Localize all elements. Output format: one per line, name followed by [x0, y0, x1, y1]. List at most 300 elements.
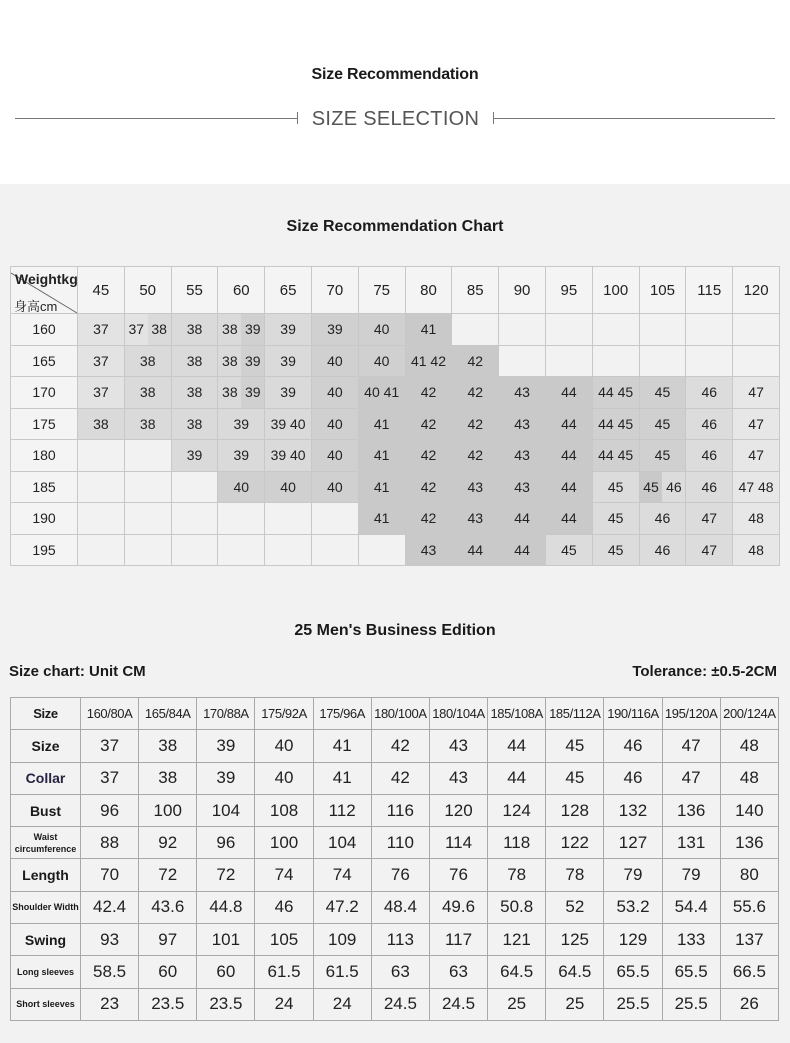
size-cell: 42: [452, 440, 499, 472]
size-cell: 40: [311, 408, 358, 440]
spec-value: 41: [313, 730, 371, 762]
weight-header: 75: [358, 267, 405, 314]
empty-cell: [124, 503, 171, 535]
empty-cell: [686, 345, 733, 377]
size-cell: 44 45: [592, 440, 639, 472]
empty-cell: [311, 534, 358, 566]
empty-cell: [171, 471, 218, 503]
spec-value: 46: [255, 891, 313, 923]
height-row: [11, 377, 780, 409]
size-recommendation-table: [10, 266, 780, 566]
size-cell: 47: [686, 534, 733, 566]
height-label: 160: [11, 314, 78, 346]
spec-value: 60: [197, 956, 255, 988]
size-cell: 40: [358, 314, 405, 346]
spec-column-header: 185/108A: [488, 698, 546, 730]
spec-value: 49.6: [429, 891, 487, 923]
spec-value: 38: [139, 730, 197, 762]
height-row: [11, 314, 780, 346]
empty-cell: [733, 314, 780, 346]
size-cell: 43: [452, 503, 499, 535]
spec-value: 23.5: [139, 988, 197, 1020]
spec-value: 53.2: [604, 891, 662, 923]
spec-value: 72: [139, 859, 197, 891]
weight-header: 95: [545, 267, 592, 314]
spec-row-label: Swing: [11, 924, 81, 956]
height-axis-label: 身高cm: [14, 299, 58, 314]
empty-cell: [311, 503, 358, 535]
size-cell: 43: [452, 471, 499, 503]
size-spec-table: [10, 697, 779, 1021]
spec-column-header: 165/84A: [139, 698, 197, 730]
spec-value: 133: [662, 924, 720, 956]
spec-header-row: [11, 698, 779, 730]
size-cell: 44: [545, 440, 592, 472]
spec-value: 129: [604, 924, 662, 956]
height-label: 180: [11, 440, 78, 472]
size-cell: 44: [545, 503, 592, 535]
spec-value: 124: [488, 794, 546, 826]
size-cell: 43: [405, 534, 452, 566]
spec-column-header: 160/80A: [81, 698, 139, 730]
size-cell: 44: [499, 534, 546, 566]
weight-axis-label: Weightkg: [15, 271, 78, 287]
header-section: [0, 0, 790, 184]
size-cell: 42: [452, 408, 499, 440]
section-label: SIZE SELECTION: [311, 108, 480, 130]
empty-cell: [499, 314, 546, 346]
spec-value: 112: [313, 794, 371, 826]
weight-header: 60: [218, 267, 265, 314]
size-cell: 46: [686, 377, 733, 409]
spec-value: 41: [313, 762, 371, 794]
weight-header: 50: [124, 267, 171, 314]
spec-row: [11, 891, 779, 923]
weight-header-row: [11, 267, 780, 314]
spec-value: 23.5: [197, 988, 255, 1020]
size-cell: 38: [171, 377, 218, 409]
spec-value: 38: [139, 762, 197, 794]
size-cell: 42: [405, 471, 452, 503]
spec-value: 25: [546, 988, 604, 1020]
size-cell: 42: [405, 503, 452, 535]
size-cell: 45: [639, 377, 686, 409]
empty-cell: [78, 440, 125, 472]
size-cell: 42: [405, 440, 452, 472]
empty-cell: [78, 503, 125, 535]
spec-row: [11, 956, 779, 988]
spec-value: 42.4: [81, 891, 139, 923]
size-cell: 44 45: [592, 377, 639, 409]
empty-cell: [545, 345, 592, 377]
size-cell: 39: [311, 314, 358, 346]
size-cell: 39: [265, 314, 312, 346]
spec-value: 131: [662, 827, 720, 859]
spec-value: 104: [313, 827, 371, 859]
size-cell: 38: [124, 345, 171, 377]
spec-value: 26: [720, 988, 778, 1020]
divider-line-right: [493, 118, 775, 119]
size-cell: 37: [78, 377, 125, 409]
size-cell: 39: [218, 408, 265, 440]
size-cell: 40: [311, 377, 358, 409]
size-cell: 41 42: [405, 345, 452, 377]
spec-value: 25.5: [604, 988, 662, 1020]
size-cell: 39: [171, 440, 218, 472]
recommendation-chart-title: Size Recommendation Chart: [286, 218, 504, 235]
size-cell: 46: [686, 440, 733, 472]
size-cell: 39 40: [265, 408, 312, 440]
spec-value: 65.5: [604, 956, 662, 988]
spec-value: 24: [255, 988, 313, 1020]
height-row: [11, 503, 780, 535]
spec-row: [11, 794, 779, 826]
spec-value: 80: [720, 859, 778, 891]
spec-value: 140: [720, 794, 778, 826]
section-divider: [0, 108, 790, 132]
empty-cell: [124, 471, 171, 503]
spec-row-label: Shoulder Width: [11, 891, 81, 923]
size-cell: 38: [124, 377, 171, 409]
empty-cell: [265, 503, 312, 535]
size-cell: 41: [358, 440, 405, 472]
empty-cell: [686, 314, 733, 346]
spec-value: 96: [197, 827, 255, 859]
spec-value: 122: [546, 827, 604, 859]
spec-value: 24: [313, 988, 371, 1020]
size-cell: 38 39: [218, 377, 265, 409]
weight-header: 100: [592, 267, 639, 314]
spec-value: 109: [313, 924, 371, 956]
spec-value: 25.5: [662, 988, 720, 1020]
spec-value: 63: [429, 956, 487, 988]
size-cell: 47 48: [733, 471, 780, 503]
size-cell: 46: [686, 408, 733, 440]
spec-value: 79: [662, 859, 720, 891]
empty-cell: [733, 345, 780, 377]
size-cell: 40: [311, 471, 358, 503]
corner-header-cell: [11, 267, 78, 314]
spec-value: 55.6: [720, 891, 778, 923]
spec-row-label: Collar: [11, 762, 81, 794]
spec-value: 96: [81, 794, 139, 826]
spec-value: 128: [546, 794, 604, 826]
spec-value: 100: [139, 794, 197, 826]
spec-value: 92: [139, 827, 197, 859]
spec-value: 47.2: [313, 891, 371, 923]
spec-value: 52: [546, 891, 604, 923]
spec-value: 24.5: [429, 988, 487, 1020]
size-cell: 44: [499, 503, 546, 535]
unit-label: Size chart: Unit CM: [9, 663, 146, 680]
weight-header: 120: [733, 267, 780, 314]
spec-value: 45: [546, 730, 604, 762]
spec-value: 61.5: [255, 956, 313, 988]
spec-value: 79: [604, 859, 662, 891]
spec-row-label: Waist circumference: [11, 827, 81, 859]
size-cell: 39: [265, 345, 312, 377]
spec-value: 76: [429, 859, 487, 891]
spec-value: 88: [81, 827, 139, 859]
spec-value: 105: [255, 924, 313, 956]
empty-cell: [218, 534, 265, 566]
size-cell: 45: [639, 408, 686, 440]
spec-value: 65.5: [662, 956, 720, 988]
spec-value: 39: [197, 762, 255, 794]
spec-value: 78: [488, 859, 546, 891]
size-cell: 44: [545, 471, 592, 503]
size-cell: 40: [311, 440, 358, 472]
spec-value: 101: [197, 924, 255, 956]
empty-cell: [171, 503, 218, 535]
height-label: 165: [11, 345, 78, 377]
spec-header-label: Size: [11, 698, 81, 730]
spec-value: 45: [546, 762, 604, 794]
size-cell: 43: [499, 440, 546, 472]
spec-row-label: Short sleeves: [11, 988, 81, 1020]
spec-value: 48: [720, 730, 778, 762]
spec-value: 61.5: [313, 956, 371, 988]
spec-value: 58.5: [81, 956, 139, 988]
spec-value: 44: [488, 762, 546, 794]
tolerance-label: Tolerance: ±0.5-2CM: [632, 663, 777, 680]
size-cell: 40: [358, 345, 405, 377]
size-cell: 39: [265, 377, 312, 409]
size-cell: 40 41: [358, 377, 405, 409]
spec-value: 60: [139, 956, 197, 988]
spec-column-header: 190/116A: [604, 698, 662, 730]
size-cell: 43: [499, 471, 546, 503]
size-cell: 44 45: [592, 408, 639, 440]
height-row: [11, 471, 780, 503]
content-section: [0, 184, 790, 1043]
size-cell: 42: [452, 345, 499, 377]
size-cell: 37: [78, 314, 125, 346]
weight-header: 115: [686, 267, 733, 314]
size-cell: 46: [639, 534, 686, 566]
spec-value: 48.4: [371, 891, 429, 923]
spec-value: 50.8: [488, 891, 546, 923]
spec-value: 63: [371, 956, 429, 988]
size-cell: 45: [592, 534, 639, 566]
spec-value: 24.5: [371, 988, 429, 1020]
size-cell: 42: [405, 408, 452, 440]
size-cell: 38: [124, 408, 171, 440]
spec-value: 93: [81, 924, 139, 956]
spec-value: 121: [488, 924, 546, 956]
empty-cell: [124, 440, 171, 472]
spec-value: 76: [371, 859, 429, 891]
spec-row: [11, 762, 779, 794]
spec-value: 46: [604, 730, 662, 762]
size-cell: 45: [639, 440, 686, 472]
spec-column-header: 200/124A: [720, 698, 778, 730]
size-cell: 38: [171, 314, 218, 346]
spec-value: 104: [197, 794, 255, 826]
spec-body: [11, 730, 779, 1021]
size-cell: 43: [499, 377, 546, 409]
spec-value: 116: [371, 794, 429, 826]
spec-value: 64.5: [488, 956, 546, 988]
size-cell: 46: [686, 471, 733, 503]
spec-value: 120: [429, 794, 487, 826]
empty-cell: [78, 471, 125, 503]
spec-value: 54.4: [662, 891, 720, 923]
spec-value: 78: [546, 859, 604, 891]
spec-value: 74: [255, 859, 313, 891]
empty-cell: [639, 345, 686, 377]
spec-value: 132: [604, 794, 662, 826]
spec-value: 44: [488, 730, 546, 762]
spec-value: 114: [429, 827, 487, 859]
size-chart-title: 25 Men's Business Edition: [294, 622, 496, 639]
size-cell: 48: [733, 534, 780, 566]
size-cell: 38: [171, 345, 218, 377]
spec-column-header: 180/104A: [429, 698, 487, 730]
weight-header: 45: [78, 267, 125, 314]
height-row: [11, 345, 780, 377]
empty-cell: [452, 314, 499, 346]
size-cell: 41: [358, 503, 405, 535]
spec-row-label: Size: [11, 730, 81, 762]
empty-cell: [639, 314, 686, 346]
size-cell: 45: [592, 471, 639, 503]
size-cell: 44: [452, 534, 499, 566]
spec-value: 43.6: [139, 891, 197, 923]
height-label: 190: [11, 503, 78, 535]
height-label: 170: [11, 377, 78, 409]
spec-value: 46: [604, 762, 662, 794]
size-cell: 38: [171, 408, 218, 440]
size-cell: 48: [733, 503, 780, 535]
spec-row-label: Bust: [11, 794, 81, 826]
spec-value: 43: [429, 730, 487, 762]
size-cell: 45: [592, 503, 639, 535]
empty-cell: [265, 534, 312, 566]
weight-header: 90: [499, 267, 546, 314]
spec-value: 39: [197, 730, 255, 762]
empty-cell: [499, 345, 546, 377]
spec-value: 37: [81, 762, 139, 794]
spec-row-label: Long sleeves: [11, 956, 81, 988]
spec-value: 118: [488, 827, 546, 859]
size-cell: 45 46: [639, 471, 686, 503]
spec-value: 100: [255, 827, 313, 859]
spec-column-header: 175/96A: [313, 698, 371, 730]
size-cell: 41: [405, 314, 452, 346]
weight-header: 85: [452, 267, 499, 314]
spec-row: [11, 730, 779, 762]
spec-value: 47: [662, 762, 720, 794]
empty-cell: [592, 345, 639, 377]
height-row: [11, 534, 780, 566]
size-cell: 47: [686, 503, 733, 535]
spec-value: 44.8: [197, 891, 255, 923]
spec-value: 74: [313, 859, 371, 891]
page-title: Size Recommendation: [311, 66, 479, 83]
size-cell: 40: [218, 471, 265, 503]
spec-column-header: 195/120A: [662, 698, 720, 730]
height-label: 175: [11, 408, 78, 440]
spec-row: [11, 859, 779, 891]
spec-value: 47: [662, 730, 720, 762]
height-label: 185: [11, 471, 78, 503]
weight-header: 70: [311, 267, 358, 314]
empty-cell: [218, 503, 265, 535]
empty-cell: [545, 314, 592, 346]
height-row: [11, 408, 780, 440]
spec-value: 42: [371, 730, 429, 762]
size-cell: 38 39: [218, 345, 265, 377]
spec-row-label: Length: [11, 859, 81, 891]
size-cell: 37 38: [124, 314, 171, 346]
spec-value: 127: [604, 827, 662, 859]
spec-value: 110: [371, 827, 429, 859]
spec-column-header: 180/100A: [371, 698, 429, 730]
spec-column-header: 170/88A: [197, 698, 255, 730]
recommendation-body: [11, 314, 780, 566]
size-cell: 39: [218, 440, 265, 472]
empty-cell: [78, 534, 125, 566]
spec-value: 70: [81, 859, 139, 891]
size-cell: 42: [452, 377, 499, 409]
spec-value: 66.5: [720, 956, 778, 988]
spec-value: 113: [371, 924, 429, 956]
size-cell: 39 40: [265, 440, 312, 472]
spec-value: 136: [720, 827, 778, 859]
spec-value: 137: [720, 924, 778, 956]
empty-cell: [171, 534, 218, 566]
spec-column-header: 175/92A: [255, 698, 313, 730]
size-cell: 38 39: [218, 314, 265, 346]
size-cell: 44: [545, 408, 592, 440]
spec-value: 97: [139, 924, 197, 956]
size-cell: 47: [733, 408, 780, 440]
spec-column-header: 185/112A: [546, 698, 604, 730]
size-cell: 47: [733, 440, 780, 472]
size-cell: 43: [499, 408, 546, 440]
spec-value: 125: [546, 924, 604, 956]
size-cell: 45: [545, 534, 592, 566]
size-cell: 40: [311, 345, 358, 377]
size-cell: 37: [78, 345, 125, 377]
size-cell: 47: [733, 377, 780, 409]
empty-cell: [124, 534, 171, 566]
size-cell: 42: [405, 377, 452, 409]
spec-value: 72: [197, 859, 255, 891]
height-label: 195: [11, 534, 78, 566]
spec-value: 64.5: [546, 956, 604, 988]
weight-header: 65: [265, 267, 312, 314]
spec-value: 48: [720, 762, 778, 794]
divider-line-left: [15, 118, 298, 119]
spec-value: 117: [429, 924, 487, 956]
empty-cell: [358, 534, 405, 566]
spec-value: 40: [255, 762, 313, 794]
size-cell: 38: [78, 408, 125, 440]
spec-value: 40: [255, 730, 313, 762]
spec-value: 43: [429, 762, 487, 794]
height-row: [11, 440, 780, 472]
size-cell: 46: [639, 503, 686, 535]
weight-header: 105: [639, 267, 686, 314]
spec-row: [11, 827, 779, 859]
weight-header: 80: [405, 267, 452, 314]
spec-value: 37: [81, 730, 139, 762]
spec-value: 42: [371, 762, 429, 794]
spec-value: 23: [81, 988, 139, 1020]
size-cell: 44: [545, 377, 592, 409]
